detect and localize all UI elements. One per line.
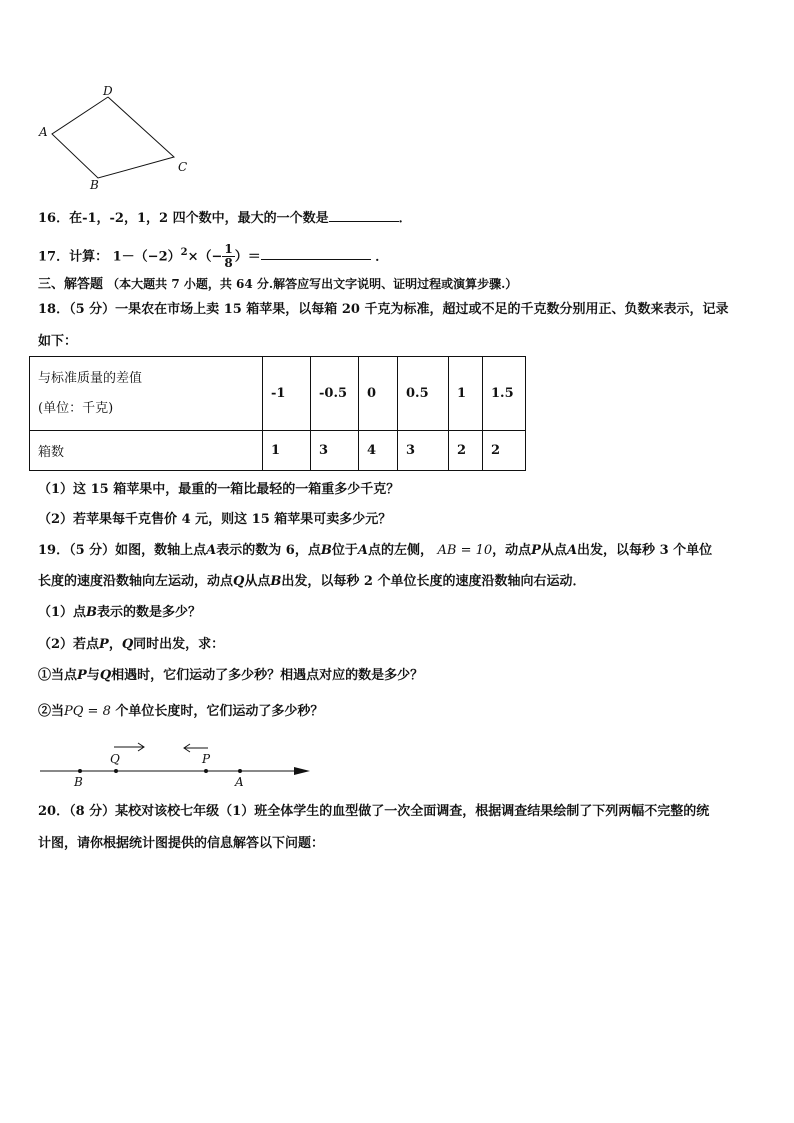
equation-pq: PQ = 8 — [64, 704, 111, 719]
var-b: B — [86, 605, 98, 620]
vertex-label-b: B — [90, 178, 99, 192]
point-a-dot — [238, 769, 242, 773]
q19-text: 位于 — [331, 543, 358, 558]
section-3-title: 三、解答题 — [38, 277, 104, 292]
q19-text: 个单位长度时，它们运动了多少秒？ — [115, 704, 324, 719]
var-p: P — [531, 543, 541, 558]
table-row-label: 箱数 — [30, 431, 263, 471]
apple-weight-table — [29, 356, 526, 471]
axis-label-q: Q — [110, 752, 120, 766]
question-18-line-2: 如下： — [38, 334, 78, 349]
question-17-expr-b: ×（− — [187, 249, 223, 265]
axis-label-b: B — [74, 775, 83, 789]
question-19-sub-1 — [38, 604, 201, 622]
var-b: B — [270, 574, 282, 589]
quadrilateral-figure — [30, 82, 200, 194]
question-16 — [38, 207, 412, 228]
question-17 — [38, 236, 388, 270]
table-cell: 3 — [398, 431, 449, 471]
table-header-line-1: 与标准质量的差值 — [38, 370, 143, 386]
table-header-cell — [30, 357, 263, 431]
section-3-note: （本大题共 7 小题，共 64 分.解答应写出文字说明、证明过程或演算步骤.） — [107, 277, 518, 291]
var-p: P — [77, 668, 87, 683]
q19-text: 同时出发，求： — [133, 637, 225, 652]
var-q: Q — [233, 574, 245, 589]
question-19-sub-2 — [38, 636, 224, 654]
question-17-expr-a: 1－（−2） — [112, 249, 181, 265]
question-17-end: ． — [375, 249, 389, 265]
q19-text: 19．（5 分）如图，数轴上点 — [38, 543, 207, 558]
question-17-exponent: 2 — [180, 247, 188, 258]
table-cell: 2 — [449, 431, 483, 471]
question-20-line-2: 计图，请你根据统计图提供的信息解答以下问题： — [38, 836, 325, 851]
question-19-line-2 — [38, 573, 585, 591]
q19-text: 出发，以每秒 2 个单位长度的速度沿数轴向右运动． — [281, 574, 586, 589]
section-3-heading — [38, 275, 517, 294]
q19-text: （2）若点 — [38, 637, 100, 652]
table-row — [30, 431, 526, 471]
q19-text: ①当点 — [38, 668, 78, 683]
table-cell: 2 — [483, 431, 526, 471]
equation-ab: AB = 10 — [437, 543, 493, 558]
vertex-label-d: D — [103, 84, 113, 98]
var-p: P — [99, 637, 109, 652]
table-cell: 0.5 — [398, 357, 449, 431]
q19-text: 点的左侧， — [367, 543, 433, 558]
vertex-label-a: A — [39, 125, 48, 139]
var-q: Q — [121, 637, 134, 652]
answer-blank-16[interactable] — [329, 207, 399, 222]
table-cell: 4 — [359, 431, 398, 471]
question-18-sub-2: （2）若苹果每千克售价 4 元，则这 15 箱苹果可卖多少元？ — [38, 512, 392, 527]
question-20-line-1: 20．（8 分）某校对该校七年级（1）班全体学生的血型做了一次全面调查，根据调查结果绘制了下列两幅不完整的统 — [38, 804, 710, 819]
fraction-one-eighth — [222, 243, 234, 270]
q19-text: 与 — [86, 668, 100, 683]
q19-text: 从点 — [244, 574, 271, 589]
q19-text: ， — [108, 637, 122, 652]
answer-blank-17[interactable] — [261, 245, 371, 260]
var-q: Q — [99, 668, 112, 683]
q19-text: 长度的速度沿数轴向左运动，动点 — [38, 574, 234, 589]
table-cell: 0 — [359, 357, 398, 431]
axis-label-a: A — [235, 775, 244, 789]
var-a: A — [206, 543, 217, 558]
var-a: A — [566, 543, 578, 558]
q19-text: 表示的数为 6，点 — [216, 543, 321, 558]
number-line-figure — [36, 738, 316, 790]
table-header-line-2: (单位：千克) — [38, 400, 114, 416]
q19-text: 表示的数是多少？ — [97, 605, 202, 620]
table-cell: 1.5 — [483, 357, 526, 431]
question-19-line-1 — [38, 542, 712, 560]
question-19-case-2 — [38, 703, 323, 721]
var-a: A — [357, 543, 368, 558]
table-cell: 3 — [311, 431, 359, 471]
question-17-prefix: 17．计算： — [38, 249, 109, 265]
question-17-expr-c: ）＝ — [234, 249, 261, 265]
fraction-numerator: 1 — [224, 242, 233, 257]
table-row — [30, 357, 526, 431]
q19-text: 出发，以每秒 3 个单位 — [577, 543, 713, 558]
fraction-denominator: 8 — [224, 256, 233, 271]
question-19-case-1 — [38, 667, 423, 685]
point-q-dot — [114, 769, 118, 773]
question-16-text: 16．在-1，-2，1，2 四个数中，最大的一个数是 — [38, 211, 329, 226]
table-cell: 1 — [263, 431, 311, 471]
question-18-line-1: 18．（5 分）一果农在市场上卖 15 箱苹果，以每箱 20 千克为标准，超过或不足的千克数分别用正、负数来表示，记录 — [38, 302, 729, 317]
question-18-sub-1: （1）这 15 箱苹果中，最重的一箱比最轻的一箱重多少千克？ — [38, 482, 400, 497]
axis-arrowhead-icon — [294, 767, 310, 775]
table-cell: -1 — [263, 357, 311, 431]
q19-text: ②当 — [38, 704, 65, 719]
table-cell: -0.5 — [311, 357, 359, 431]
point-p-dot — [204, 769, 208, 773]
var-b: B — [320, 543, 332, 558]
q19-text: （1）点 — [38, 605, 87, 620]
point-b-dot — [78, 769, 82, 773]
q19-text: 从点 — [540, 543, 567, 558]
axis-label-p: P — [202, 752, 211, 766]
q19-text: ，动点 — [492, 543, 532, 558]
quadrilateral-outline — [52, 97, 174, 178]
q19-text: 相遇时，它们运动了多少秒？相遇点对应的数是多少？ — [111, 668, 424, 683]
table-cell: 1 — [449, 357, 483, 431]
question-16-end: ． — [398, 211, 412, 226]
vertex-label-c: C — [178, 160, 188, 174]
